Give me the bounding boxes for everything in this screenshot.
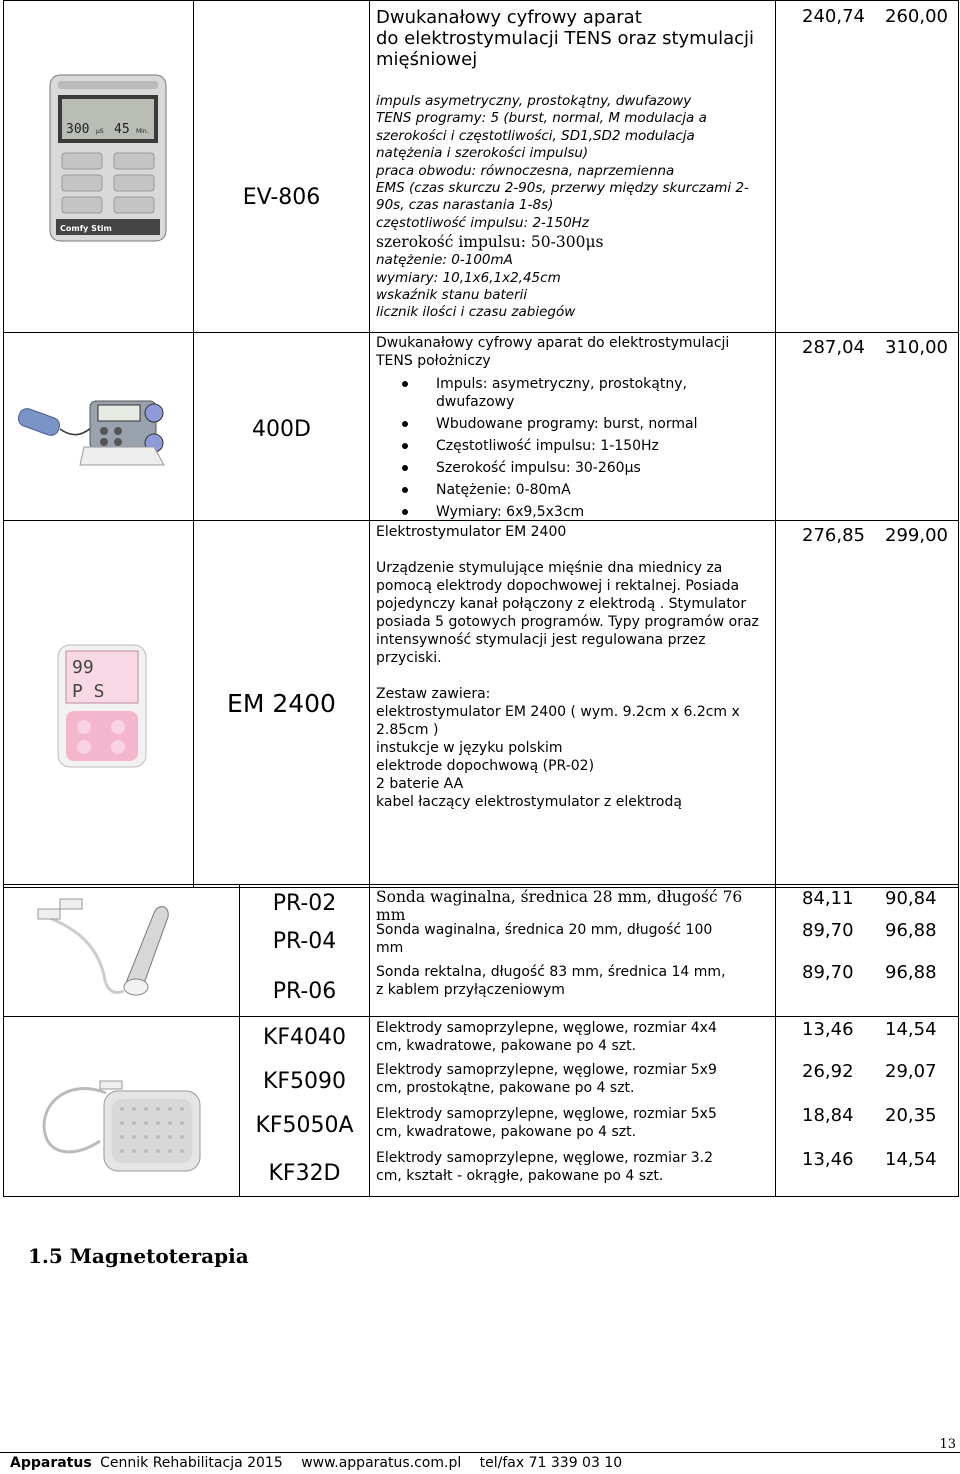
product-title-line: TENS położniczy	[376, 353, 491, 369]
product-code: KF4040	[262, 1025, 347, 1050]
product-row-ev806	[4, 1, 959, 333]
spec-line: EMS (czas skurczu 2-90s, przerwy między skurczami 2-	[376, 180, 749, 197]
product-desc-cell	[370, 1, 776, 333]
product-code: KF5050A	[255, 1113, 354, 1138]
price-net: 18,84	[802, 1105, 854, 1126]
price-gross: 310,00	[885, 337, 948, 358]
product-image-cell	[4, 333, 194, 521]
desc-line: cm, kwadratowe, pakowane po 4 szt.	[376, 1124, 637, 1140]
price-gross: 96,88	[885, 962, 937, 983]
price-gross: 96,88	[885, 920, 937, 941]
product-title-line: do elektrostymulacji TENS oraz stymulacji	[376, 28, 755, 49]
bullet-item-continuation: dwufazowy	[436, 394, 515, 410]
bullet-item: Wymiary: 6x9,5x3cm	[410, 503, 770, 521]
product-row-em2400	[4, 521, 959, 888]
spec-line: licznik ilości i czasu zabiegów	[376, 304, 576, 321]
em2400-device-image	[52, 643, 152, 771]
product-code-cell	[194, 521, 370, 888]
em2400-display-top: 99	[72, 657, 94, 678]
product-price-cell	[776, 521, 959, 888]
footer-brand: Apparatus	[10, 1455, 92, 1471]
desc-line: Elektrody samoprzylepne, węglowe, rozmiar 5x5	[376, 1106, 717, 1122]
spec-line: natężenia i szerokości impulsu)	[376, 145, 589, 162]
product-code: PR-04	[272, 929, 337, 954]
section-heading: 1.5 Magnetoterapia	[28, 1244, 249, 1268]
price-gross: 14,54	[885, 1019, 937, 1040]
probe-image	[34, 895, 184, 1005]
product-code: KF5090	[262, 1069, 347, 1094]
price-gross: 260,00	[885, 6, 948, 27]
product-title-line: mięśniowej	[376, 49, 478, 70]
price-net: 13,46	[802, 1149, 854, 1170]
electrodes-image-cell	[4, 1017, 240, 1197]
probes-image-cell	[4, 885, 240, 1017]
product-title: Elektrostymulator EM 2400	[376, 524, 567, 540]
product-row-400d	[4, 333, 959, 521]
desc-line: Elektrody samoprzylepne, węglowe, rozmiar 4x4	[376, 1020, 717, 1036]
spec-line: częstotliwość impulsu: 2-150Hz	[376, 214, 589, 231]
price-gross: 299,00	[885, 525, 948, 546]
ev806-display-right-unit: Min.	[136, 128, 149, 135]
spec-line: natężenie: 0-100mA	[376, 252, 513, 269]
desc-line: z kablem przyłączeniowym	[376, 982, 565, 998]
price-net: 276,85	[802, 525, 865, 546]
footer	[10, 1455, 622, 1471]
desc-line: przyciski.	[376, 650, 442, 666]
desc-line: pomocą elektrody dopochwowej i rektalnej. Posiada	[376, 578, 740, 594]
product-code: PR-02	[272, 891, 337, 916]
product-title-line: Dwukanałowy cyfrowy aparat	[376, 7, 642, 28]
desc-line: Sonda rektalna, długość 83 mm, średnica 14 mm,	[376, 964, 726, 980]
electrode-codes-cell	[240, 1017, 370, 1197]
desc-line: cm, prostokątne, pakowane po 4 szt.	[376, 1080, 635, 1096]
product-price-cell	[776, 1, 959, 333]
product-code: 400D	[252, 417, 311, 442]
desc-line: mm	[376, 940, 404, 956]
spec-line: praca obwodu: równoczesna, naprzemienna	[376, 162, 675, 179]
desc-line: cm, kwadratowe, pakowane po 4 szt.	[376, 1038, 637, 1054]
product-code-cell	[194, 333, 370, 521]
desc-line: Elektrody samoprzylepne, węglowe, rozmiar 3.2	[376, 1150, 714, 1166]
product-image-cell	[4, 1, 194, 333]
price-net: 13,46	[802, 1019, 854, 1040]
accessories-table	[3, 884, 959, 1197]
probes-row	[4, 885, 959, 1017]
ev806-device-image	[48, 73, 168, 243]
spec-line: szerokości i częstotliwości, SD1,SD2 modulacja	[376, 127, 695, 144]
product-price-cell	[776, 333, 959, 521]
electrode-desc-cell	[370, 1017, 776, 1197]
product-title-line: Dwukanałowy cyfrowy aparat do elektrostymulacji	[376, 335, 730, 351]
desc-line: pojedynczy kanał połączony z elektrodą . Stymulator	[376, 596, 747, 612]
electrode-pad-image	[26, 1037, 216, 1177]
footer-website[interactable]: www.apparatus.com.pl	[301, 1455, 462, 1471]
price-net: 26,92	[802, 1061, 854, 1082]
desc-line: cm, kształt - okrągłe, pakowane po 4 szt.	[376, 1168, 664, 1184]
spec-line: TENS programy: 5 (burst, normal, M modulacja a	[376, 110, 707, 127]
desc-line: Sonda waginalna, średnica 20 mm, długość 100	[376, 922, 713, 938]
product-code: KF32D	[268, 1161, 341, 1186]
product-image-cell	[4, 521, 194, 888]
product-code: EV-806	[242, 185, 321, 210]
kit-line: instukcje w języku polskim	[376, 740, 563, 756]
price-net: 89,70	[802, 920, 854, 941]
kit-line: 2 baterie AA	[376, 776, 464, 792]
bullet-item: Impuls: asymetryczny, prostokątny,	[410, 375, 770, 393]
price-gross: 20,35	[885, 1105, 937, 1126]
ev806-display-right: 45	[114, 122, 130, 137]
ev806-display-left: 300	[66, 122, 90, 137]
desc-line: Urządzenie stymulujące mięśnie dna miednicy za	[376, 560, 723, 576]
price-gross: 90,84	[885, 888, 937, 909]
desc-line: Elektrody samoprzylepne, węglowe, rozmiar 5x9	[376, 1062, 717, 1078]
spec-line: 90s, czas narastania 1-8s)	[376, 197, 554, 214]
desc-line: intensywność stymulacji jest regulowana przez	[376, 632, 706, 648]
price-net: 240,74	[802, 6, 865, 27]
footer-phone: tel/fax 71 339 03 10	[479, 1455, 623, 1471]
desc-line: posiada 5 gotowych programów. Typy programów oraz	[376, 614, 759, 630]
spec-line: wymiary: 10,1x6,1x2,45cm	[376, 269, 561, 286]
bullet-item: Wbudowane programy: burst, normal	[410, 415, 770, 433]
probe-price-cell	[776, 885, 959, 1017]
product-code: PR-06	[272, 979, 337, 1004]
product-desc-cell	[370, 333, 776, 521]
price-gross: 14,54	[885, 1149, 937, 1170]
devices-table	[3, 0, 959, 888]
kit-line: Zestaw zawiera:	[376, 686, 491, 702]
desc-line: Sonda waginalna, średnica 28 mm, długość 76 mm	[376, 888, 743, 924]
spec-line: szerokość impulsu: 50-300μs	[376, 233, 604, 252]
kit-line: elektrostymulator EM 2400 ( wym. 9.2cm x 6.2cm x	[376, 704, 740, 720]
price-net: 84,11	[802, 888, 854, 909]
em2400-display-bottom: P S	[72, 681, 105, 702]
kit-line: 2.85cm )	[376, 722, 439, 738]
bullet-item: Częstotliwość impulsu: 1-150Hz	[410, 437, 770, 455]
ev806-brand: Comfy Stim	[60, 224, 112, 233]
page-number: 13	[939, 1437, 956, 1452]
400d-device-image	[14, 389, 184, 469]
bullet-item: Szerokość impulsu: 30-260μs	[410, 459, 770, 477]
kit-line: elektrode dopochwową (PR-02)	[376, 758, 595, 774]
footer-rule	[0, 1452, 960, 1453]
spec-line: wskaźnik stanu baterii	[376, 287, 528, 304]
electrode-price-cell	[776, 1017, 959, 1197]
probe-desc-cell	[370, 885, 776, 1017]
product-code: EM 2400	[227, 689, 336, 718]
probe-codes-cell	[240, 885, 370, 1017]
ev806-display-unit: μS	[96, 128, 104, 135]
price-net: 89,70	[802, 962, 854, 983]
price-net: 287,04	[802, 337, 865, 358]
footer-title: Cennik Rehabilitacja 2015	[100, 1455, 283, 1471]
product-code-cell	[194, 1, 370, 333]
kit-line: kabel łaczący elektrostymulator z elektrodą	[376, 794, 682, 810]
spec-line: impuls asymetryczny, prostokątny, dwufazowy	[376, 93, 692, 109]
bullet-item: Natężenie: 0-80mA	[410, 481, 770, 499]
price-gross: 29,07	[885, 1061, 937, 1082]
product-desc-cell	[370, 521, 776, 888]
electrodes-row	[4, 1017, 959, 1197]
